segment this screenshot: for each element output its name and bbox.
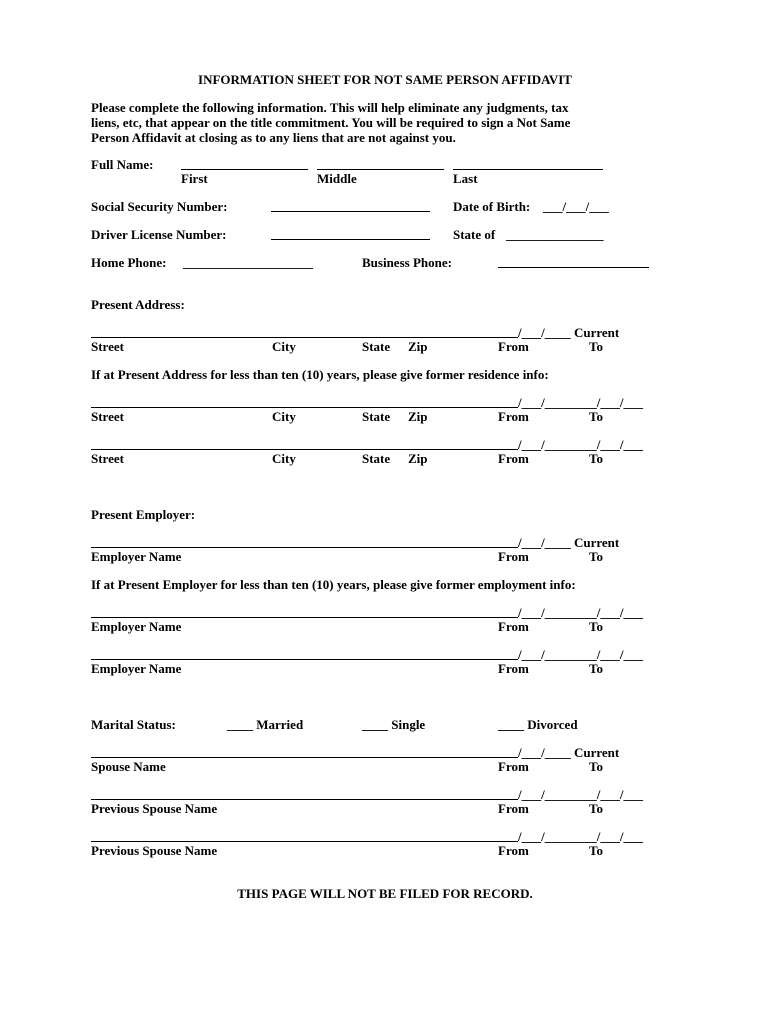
former-address-1-field[interactable] bbox=[91, 407, 518, 408]
from-caption: From bbox=[498, 409, 529, 424]
former-employer-1-dates[interactable]: /___/________/___/___ bbox=[518, 605, 643, 620]
home-phone-label: Home Phone: bbox=[91, 255, 167, 270]
first-name-field[interactable] bbox=[181, 169, 308, 170]
from-caption: From bbox=[498, 801, 529, 816]
state-caption: State bbox=[362, 339, 391, 354]
former-employer-2-dates[interactable]: /___/________/___/___ bbox=[518, 647, 643, 662]
state-caption: State bbox=[362, 451, 391, 466]
middle-name-field[interactable] bbox=[317, 169, 444, 170]
former-address-1-dates[interactable]: /___/________/___/___ bbox=[518, 395, 643, 410]
intro-line-2: liens, etc, that appear on the title commitment. You will be required to sign a Not Same bbox=[91, 115, 571, 130]
last-caption: Last bbox=[453, 171, 478, 186]
present-employer-dates[interactable]: /___/____ Current bbox=[518, 535, 620, 550]
to-caption: To bbox=[589, 801, 603, 816]
present-address-label: Present Address: bbox=[91, 297, 185, 312]
present-address-dates[interactable]: /___/____ Current bbox=[518, 325, 620, 340]
ssn-field[interactable] bbox=[271, 211, 430, 212]
dl-label: Driver License Number: bbox=[91, 227, 227, 242]
footer-notice: THIS PAGE WILL NOT BE FILED FOR RECORD. bbox=[237, 886, 533, 901]
married-option[interactable]: ____ Married bbox=[227, 717, 304, 732]
previous-spouse-1-field[interactable] bbox=[91, 799, 518, 800]
present-employer-label: Present Employer: bbox=[91, 507, 196, 522]
state-caption: State bbox=[362, 409, 391, 424]
former-address-2-field[interactable] bbox=[91, 449, 518, 450]
from-caption: From bbox=[498, 549, 529, 564]
to-caption: To bbox=[589, 843, 603, 858]
street-caption: Street bbox=[91, 339, 124, 354]
document-title: INFORMATION SHEET FOR NOT SAME PERSON AFFIDAVIT bbox=[198, 72, 572, 87]
first-caption: First bbox=[181, 171, 208, 186]
dob-label: Date of Birth: bbox=[453, 199, 531, 214]
street-caption: Street bbox=[91, 409, 124, 424]
from-caption: From bbox=[498, 339, 529, 354]
single-option[interactable]: ____ Single bbox=[362, 717, 426, 732]
employer-name-caption: Employer Name bbox=[91, 549, 182, 564]
zip-caption: Zip bbox=[408, 409, 428, 424]
marital-status-label: Marital Status: bbox=[91, 717, 176, 732]
to-caption: To bbox=[589, 409, 603, 424]
business-phone-field[interactable] bbox=[498, 267, 649, 268]
employer-name-caption: Employer Name bbox=[91, 661, 182, 676]
last-name-field[interactable] bbox=[453, 169, 603, 170]
former-employer-1-field[interactable] bbox=[91, 617, 518, 618]
spouse-name-field[interactable] bbox=[91, 757, 518, 758]
ssn-label: Social Security Number: bbox=[91, 199, 228, 214]
spouse-name-caption: Spouse Name bbox=[91, 759, 166, 774]
former-employer-2-field[interactable] bbox=[91, 659, 518, 660]
divorced-option[interactable]: ____ Divorced bbox=[498, 717, 578, 732]
previous-spouse-name-caption: Previous Spouse Name bbox=[91, 843, 218, 858]
to-caption: To bbox=[589, 451, 603, 466]
to-caption: To bbox=[589, 549, 603, 564]
previous-spouse-name-caption: Previous Spouse Name bbox=[91, 801, 218, 816]
present-employer-field[interactable] bbox=[91, 547, 518, 548]
spouse-dates[interactable]: /___/____ Current bbox=[518, 745, 620, 760]
previous-spouse-2-dates[interactable]: /___/________/___/___ bbox=[518, 829, 643, 844]
city-caption: City bbox=[272, 451, 296, 466]
street-caption: Street bbox=[91, 451, 124, 466]
dl-field[interactable] bbox=[271, 239, 430, 240]
city-caption: City bbox=[272, 409, 296, 424]
to-caption: To bbox=[589, 619, 603, 634]
city-caption: City bbox=[272, 339, 296, 354]
state-of-field[interactable]: _______________ bbox=[506, 227, 604, 242]
zip-caption: Zip bbox=[408, 451, 428, 466]
from-caption: From bbox=[498, 843, 529, 858]
zip-caption: Zip bbox=[408, 339, 428, 354]
to-caption: To bbox=[589, 759, 603, 774]
from-caption: From bbox=[498, 451, 529, 466]
dob-field[interactable]: ___/___/___ bbox=[543, 199, 609, 214]
to-caption: To bbox=[589, 661, 603, 676]
previous-spouse-1-dates[interactable]: /___/________/___/___ bbox=[518, 787, 643, 802]
former-employment-prompt: If at Present Employer for less than ten (10) years, please give former employment info: bbox=[91, 577, 576, 592]
present-address-field[interactable] bbox=[91, 337, 518, 338]
state-of-label: State of bbox=[453, 227, 496, 242]
full-name-label: Full Name: bbox=[91, 157, 154, 172]
intro-line-3: Person Affidavit at closing as to any liens that are not against you. bbox=[91, 130, 456, 145]
to-caption: To bbox=[589, 339, 603, 354]
home-phone-field[interactable]: ____________________ bbox=[183, 255, 313, 270]
former-address-2-dates[interactable]: /___/________/___/___ bbox=[518, 437, 643, 452]
intro-line-1: Please complete the following information. This will help eliminate any judgments, tax bbox=[91, 100, 569, 115]
from-caption: From bbox=[498, 759, 529, 774]
business-phone-label: Business Phone: bbox=[362, 255, 452, 270]
former-residence-prompt: If at Present Address for less than ten (10) years, please give former residence info: bbox=[91, 367, 549, 382]
from-caption: From bbox=[498, 661, 529, 676]
employer-name-caption: Employer Name bbox=[91, 619, 182, 634]
previous-spouse-2-field[interactable] bbox=[91, 841, 518, 842]
middle-caption: Middle bbox=[317, 171, 357, 186]
from-caption: From bbox=[498, 619, 529, 634]
